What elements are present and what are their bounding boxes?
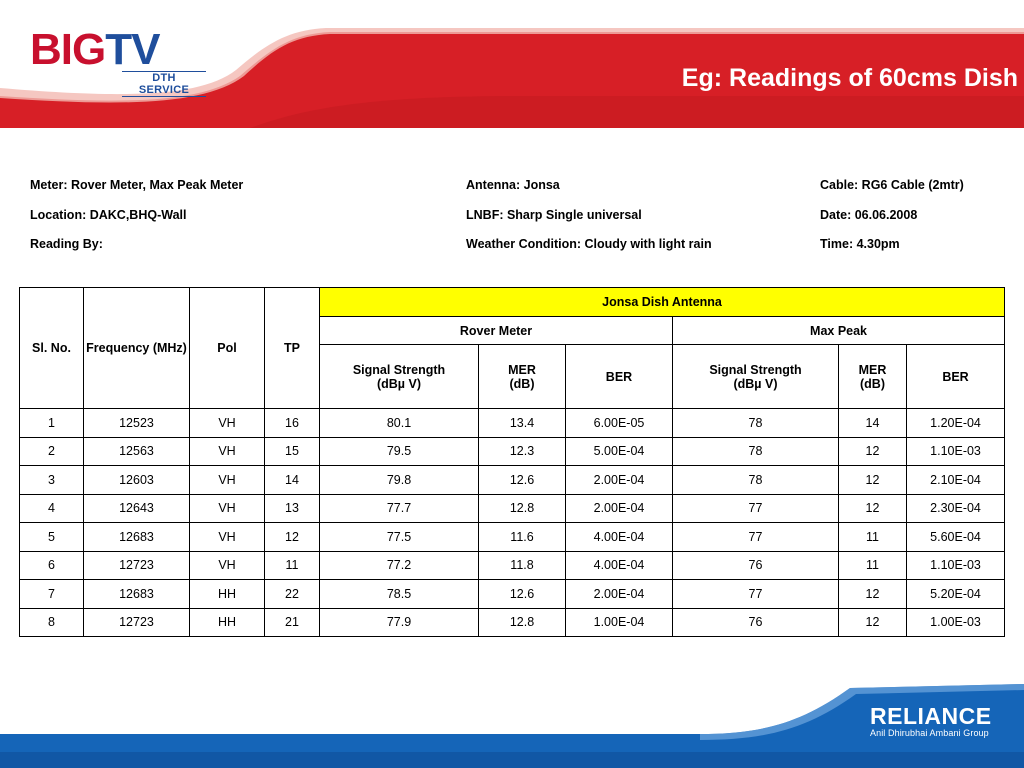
cell-frequency: 12523 bbox=[84, 409, 190, 438]
cell-rover-ber: 1.00E-04 bbox=[566, 608, 673, 637]
header-rover-mer: MER (dB) bbox=[479, 345, 566, 409]
table-row bbox=[20, 494, 1005, 523]
header-rover-signal: Signal Strength (dBµ V) bbox=[320, 345, 479, 409]
cell-rover-signal: 80.1 bbox=[320, 409, 479, 438]
cell-pol: HH bbox=[190, 580, 265, 609]
date-info: Date: 06.06.2008 bbox=[820, 207, 918, 222]
cell-sl: 1 bbox=[20, 409, 84, 438]
cell-pol: VH bbox=[190, 437, 265, 466]
header-max-mer: MER (dB) bbox=[839, 345, 907, 409]
cell-pol: VH bbox=[190, 523, 265, 552]
cell-max-ber: 2.10E-04 bbox=[907, 466, 1005, 495]
header-sl-no: Sl. No. bbox=[20, 288, 84, 409]
header-max-signal: Signal Strength (dBµ V) bbox=[673, 345, 839, 409]
cell-pol: VH bbox=[190, 466, 265, 495]
cell-frequency: 12683 bbox=[84, 523, 190, 552]
table-row bbox=[20, 580, 1005, 609]
cell-pol: VH bbox=[190, 409, 265, 438]
cell-max-ber: 1.10E-03 bbox=[907, 551, 1005, 580]
cell-rover-ber: 6.00E-05 bbox=[566, 409, 673, 438]
cell-rover-mer: 12.8 bbox=[479, 608, 566, 637]
cell-max-ber: 1.10E-03 bbox=[907, 437, 1005, 466]
reading-info bbox=[30, 178, 1000, 267]
slide-title: Eg: Readings of 60cms Dish bbox=[681, 64, 1018, 92]
cell-max-ber: 5.60E-04 bbox=[907, 523, 1005, 552]
weather-info: Weather Condition: Cloudy with light rain bbox=[466, 237, 712, 251]
cell-rover-signal: 79.8 bbox=[320, 466, 479, 495]
cell-tp: 16 bbox=[265, 409, 320, 438]
cell-frequency: 12603 bbox=[84, 466, 190, 495]
cell-max-mer: 12 bbox=[839, 494, 907, 523]
cell-rover-signal: 77.7 bbox=[320, 494, 479, 523]
cell-rover-signal: 77.2 bbox=[320, 551, 479, 580]
cell-sl: 8 bbox=[20, 608, 84, 637]
cell-max-signal: 76 bbox=[673, 551, 839, 580]
cell-frequency: 12683 bbox=[84, 580, 190, 609]
cell-sl: 4 bbox=[20, 494, 84, 523]
cell-max-signal: 76 bbox=[673, 608, 839, 637]
cell-max-signal: 77 bbox=[673, 580, 839, 609]
header-jonsa-dish: Jonsa Dish Antenna bbox=[320, 288, 1005, 317]
cell-rover-ber: 5.00E-04 bbox=[566, 437, 673, 466]
cell-frequency: 12723 bbox=[84, 551, 190, 580]
cell-tp: 13 bbox=[265, 494, 320, 523]
header-rover-ber: BER bbox=[566, 345, 673, 409]
table-row bbox=[20, 608, 1005, 637]
cell-pol: VH bbox=[190, 551, 265, 580]
cell-max-signal: 77 bbox=[673, 494, 839, 523]
table-row bbox=[20, 523, 1005, 552]
cell-rover-ber: 4.00E-04 bbox=[566, 523, 673, 552]
meter-info: Meter: Rover Meter, Max Peak Meter bbox=[30, 178, 244, 192]
cell-rover-mer: 13.4 bbox=[479, 409, 566, 438]
table-row bbox=[20, 551, 1005, 580]
bigtv-logo: BIGTV DTH SERVICE bbox=[30, 28, 206, 97]
cable-info: Cable: RG6 Cable (2mtr) bbox=[820, 178, 964, 192]
cell-rover-mer: 12.6 bbox=[479, 466, 566, 495]
cell-sl: 3 bbox=[20, 466, 84, 495]
cell-tp: 14 bbox=[265, 466, 320, 495]
cell-rover-ber: 4.00E-04 bbox=[566, 551, 673, 580]
cell-max-ber: 1.00E-03 bbox=[907, 608, 1005, 637]
cell-rover-mer: 12.6 bbox=[479, 580, 566, 609]
reading-by-info: Reading By: bbox=[30, 237, 103, 251]
cell-tp: 11 bbox=[265, 551, 320, 580]
cell-rover-ber: 2.00E-04 bbox=[566, 580, 673, 609]
cell-max-ber: 2.30E-04 bbox=[907, 494, 1005, 523]
cell-pol: VH bbox=[190, 494, 265, 523]
cell-rover-signal: 78.5 bbox=[320, 580, 479, 609]
header-pol: Pol bbox=[190, 288, 265, 409]
table-row bbox=[20, 437, 1005, 466]
cell-max-signal: 78 bbox=[673, 437, 839, 466]
cell-max-mer: 11 bbox=[839, 523, 907, 552]
header-max-ber: BER bbox=[907, 345, 1005, 409]
antenna-info: Antenna: Jonsa bbox=[466, 178, 560, 192]
readings-table bbox=[19, 287, 1005, 637]
table-row bbox=[20, 409, 1005, 438]
cell-max-mer: 12 bbox=[839, 437, 907, 466]
cell-max-mer: 12 bbox=[839, 580, 907, 609]
cell-sl: 5 bbox=[20, 523, 84, 552]
cell-frequency: 12643 bbox=[84, 494, 190, 523]
cell-rover-mer: 12.3 bbox=[479, 437, 566, 466]
cell-max-ber: 1.20E-04 bbox=[907, 409, 1005, 438]
header-tp: TP bbox=[265, 288, 320, 409]
time-info: Time: 4.30pm bbox=[820, 237, 900, 251]
cell-rover-ber: 2.00E-04 bbox=[566, 466, 673, 495]
cell-sl: 7 bbox=[20, 580, 84, 609]
cell-max-mer: 12 bbox=[839, 466, 907, 495]
cell-rover-mer: 11.6 bbox=[479, 523, 566, 552]
table-row bbox=[20, 466, 1005, 495]
header-max-peak: Max Peak bbox=[673, 317, 1005, 345]
cell-sl: 6 bbox=[20, 551, 84, 580]
cell-tp: 15 bbox=[265, 437, 320, 466]
location-info: Location: DAKC,BHQ-Wall bbox=[30, 207, 187, 222]
cell-tp: 21 bbox=[265, 608, 320, 637]
cell-rover-signal: 77.9 bbox=[320, 608, 479, 637]
cell-max-mer: 14 bbox=[839, 409, 907, 438]
header-frequency: Frequency (MHz) bbox=[84, 288, 190, 409]
cell-sl: 2 bbox=[20, 437, 84, 466]
cell-max-mer: 12 bbox=[839, 608, 907, 637]
cell-tp: 12 bbox=[265, 523, 320, 552]
cell-rover-signal: 79.5 bbox=[320, 437, 479, 466]
reliance-logo: RELIANCE Anil Dhirubhai Ambani Group bbox=[870, 703, 992, 738]
cell-rover-mer: 12.8 bbox=[479, 494, 566, 523]
cell-rover-mer: 11.8 bbox=[479, 551, 566, 580]
cell-rover-ber: 2.00E-04 bbox=[566, 494, 673, 523]
header-banner bbox=[0, 0, 1024, 130]
lnbf-info: LNBF: Sharp Single universal bbox=[466, 207, 642, 222]
cell-rover-signal: 77.5 bbox=[320, 523, 479, 552]
cell-tp: 22 bbox=[265, 580, 320, 609]
cell-max-ber: 5.20E-04 bbox=[907, 580, 1005, 609]
cell-max-signal: 78 bbox=[673, 409, 839, 438]
cell-max-signal: 78 bbox=[673, 466, 839, 495]
header-rover-meter: Rover Meter bbox=[320, 317, 673, 345]
cell-max-signal: 77 bbox=[673, 523, 839, 552]
cell-frequency: 12563 bbox=[84, 437, 190, 466]
cell-pol: HH bbox=[190, 608, 265, 637]
cell-max-mer: 11 bbox=[839, 551, 907, 580]
cell-frequency: 12723 bbox=[84, 608, 190, 637]
